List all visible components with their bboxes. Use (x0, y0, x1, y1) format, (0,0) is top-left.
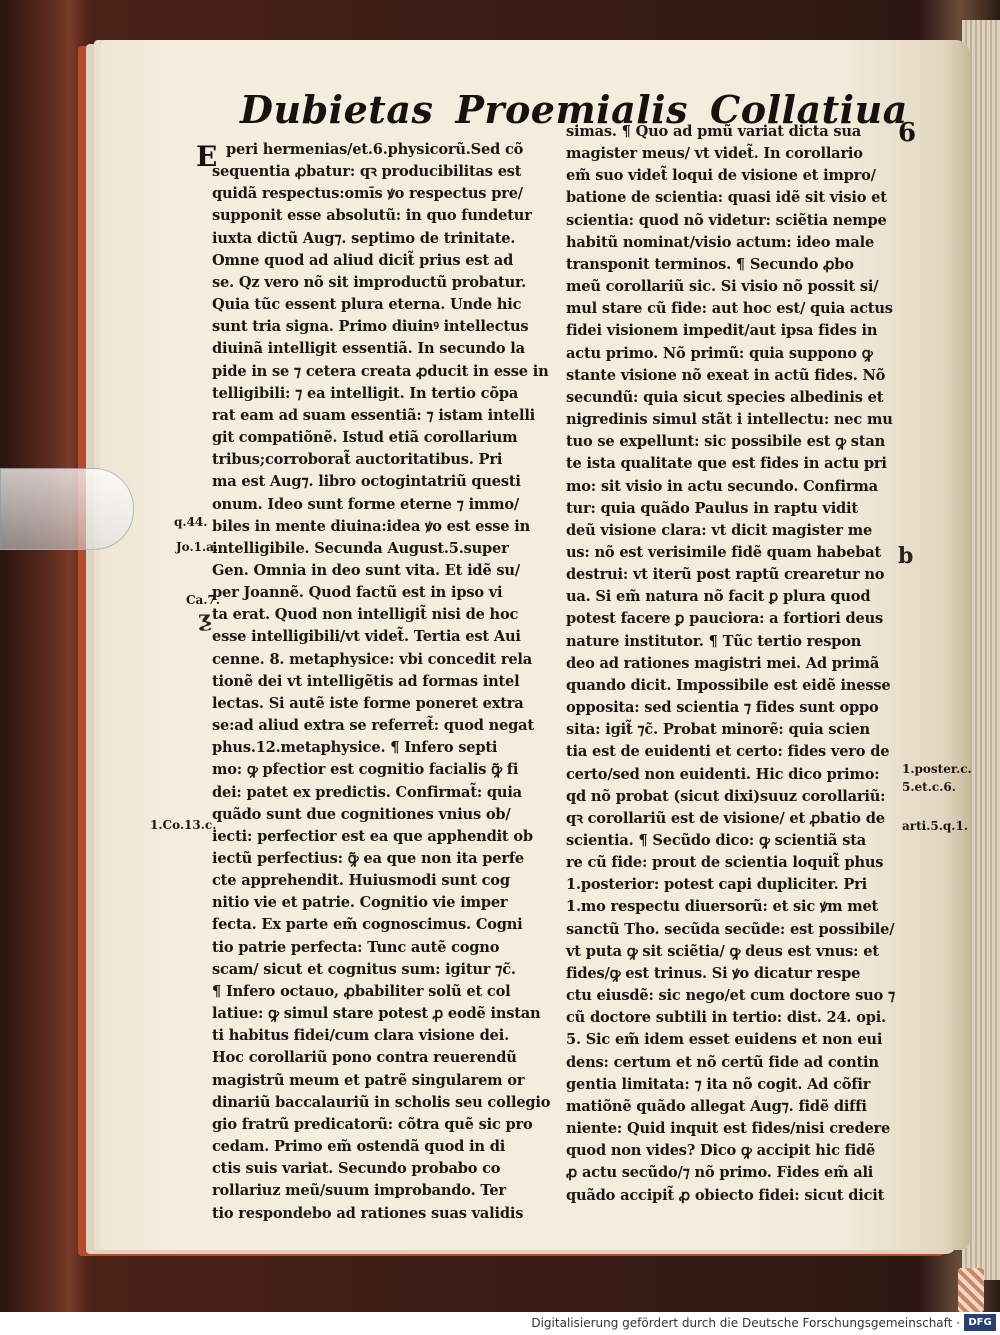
text-line: fidei visionem impedit/aut ipsa fides in (566, 322, 878, 340)
margin-note: Ca.7. (186, 593, 221, 607)
text-line: esse intelligibili/vt videt̃. Tertia est Aui (212, 628, 521, 646)
text-line: tia est de euidenti et certo: fides vero de (566, 743, 890, 761)
text-line: simas. ¶ Quo ad pmũ variat dicta sua (566, 123, 862, 140)
text-line: ctis suis variat. Secundo probabo co (212, 1160, 501, 1178)
text-line: habitũ nominat/visio actum: ideo male (566, 233, 875, 251)
text-line: quando dicit. Impossibile est eidẽ inesse (566, 676, 891, 694)
text-line: scam/ sicut et cognitus sum: igitur ⁊c̃. (212, 960, 516, 978)
text-line: cenne. 8. metaphysice: vbi concedit rela (212, 650, 533, 668)
bookmark-strip (0, 468, 134, 550)
text-line: magister meus/ vt videt̃. In corollario (566, 145, 863, 163)
text-line: scientia. ¶ Secũdo dico: ꝙ scientiã sta (566, 832, 867, 849)
text-line: supponit esse absolutũ: in quo fundetur (212, 207, 532, 225)
left-text-column (212, 139, 551, 1225)
text-line: nitio vie et patrie. Cognitio vie imper (212, 894, 508, 912)
text-line: ctu eiusdẽ: sic nego/et cum doctore suo ⁊ (566, 987, 895, 1005)
text-line: se. Qz vero nõ sit improductũ probatur. (212, 273, 527, 291)
margin-note: 5.et.c.6. (902, 780, 956, 794)
text-line: git compatiõnẽ. Istud etiã corollarium (212, 429, 518, 447)
text-line: niente: Quid inquit est fides/nisi credere (566, 1120, 891, 1138)
text-line: vt puta ꝙ sit sciẽtia/ ꝙ deus est vnus: et (566, 942, 879, 960)
text-line: tribus;corroborat̃ auctoritatibus. Pri (212, 451, 503, 469)
text-line: quãdo accipit̃ ꝓ obiecto fidei: sicut dicit (566, 1186, 885, 1204)
text-line: gentia limitata: ⁊ ita nõ cogit. Ad cõfir (566, 1075, 871, 1093)
text-line: dei: patet ex predictis. Confirmat̃: quia (212, 783, 522, 801)
text-line: pide in se ⁊ cetera creata ꝓducit in esse in (212, 362, 549, 380)
text-line: tuo se expellunt: sic possibile est ꝙ stan (566, 433, 886, 451)
text-line: fecta. Ex parte em̃ cognoscimus. Cogni (212, 916, 523, 934)
funding-credit: Digitalisierung gefördert durch die Deutsche Forschungsgemeinschaft · (531, 1316, 960, 1330)
text-line: mo: sit visio in actu secundo. Confirma (566, 477, 878, 495)
text-line: deũ visione clara: vt dicit magister me (566, 521, 873, 539)
text-line: Quia tũc essent plura eterna. Unde hic (212, 296, 522, 314)
text-line: Gen. Omnia in deo sunt vita. Et idẽ su/ (212, 561, 520, 579)
margin-mark: ƺ (198, 606, 213, 632)
text-line: destrui: vt iterũ post raptũ crearetur no (566, 566, 885, 584)
text-line: sita: igit̃ ⁊c̃. Probat minorẽ: quia scien (566, 721, 870, 739)
text-line: ua. Si em̃ natura nõ facit ꝑ plura quod (566, 588, 871, 606)
text-line: mo: ꝙ pfectior est cognitio facialis ꝙ̃ fi (212, 761, 519, 779)
text-line: phus.12.metaphysice. ¶ Infero septi (212, 739, 498, 757)
text-line: sunt tria signa. Primo diuinꝰ intellectus (212, 318, 529, 336)
text-line: Omne quod ad aliud dicit̃ prius est ad (212, 251, 514, 269)
text-line: scientia: quod nõ videtur: sciẽtia nempe (566, 211, 887, 229)
margin-note: arti.5.q.1. (902, 819, 968, 833)
text-line: lectas. Si autẽ iste forme poneret extra (212, 694, 524, 712)
text-line: dens: certum et nõ certũ fide ad contin (566, 1053, 879, 1071)
text-line: matiõnẽ quãdo allegat Aug⁊. fidẽ diffi (566, 1097, 867, 1115)
margin-mark: b (898, 543, 914, 569)
text-line: diuinã intelligit essentiã. In secundo la (212, 340, 525, 358)
text-line: te ista qualitate que est fides in actu pri (566, 455, 887, 473)
text-line: sequentia ꝓbatur: qꝛ producibilitas est (212, 163, 522, 181)
text-line: cedam. Primo em̃ ostendã quod in di (212, 1138, 506, 1156)
text-line: qd nõ probat (sicut dixi)suuz corollariũ: (566, 787, 886, 805)
text-line: tionẽ dei vt intelligẽtis ad formas intel (212, 672, 520, 690)
text-line: re cũ fide: prout de scientia loquit̃ phus (566, 854, 884, 872)
text-line: onum. Ideo sunt forme eterne ⁊ immo/ (212, 495, 520, 513)
text-line: em̃ suo videt̃ loqui de visione et impro/ (566, 167, 876, 185)
text-line: tur: quia quãdo Paulus in raptu vidit (566, 499, 858, 517)
text-line: nature institutor. ¶ Tũc tertio respon (566, 632, 862, 650)
text-line: rollariuz meũ/suum improbando. Ter (212, 1182, 506, 1200)
text-line: latiue: ꝙ simul stare potest ꝓ eodẽ instan (212, 1005, 541, 1023)
text-line: cte apprehendit. Huiusmodi sunt cog (212, 872, 510, 890)
text-line: quod non vides? Dico ꝙ accipit hic fidẽ (566, 1142, 876, 1160)
text-line: iecti: perfectior est ea que apphendit ob (212, 827, 533, 845)
text-line: 1.mo respectu diuersorũ: et sic ꝟm met (566, 898, 879, 916)
header-word-3: Collatiua (710, 86, 908, 132)
text-line: iectũ perfectius: ꝙ̃ ea que non ita perfe (212, 850, 524, 867)
text-line: sanctũ Tho. secũda secũde: est possibile/ (566, 920, 895, 938)
margin-note: 1.Co.13.c. (150, 818, 217, 832)
text-line: iuxta dictũ Aug⁊. septimo de trinitate. (212, 229, 516, 247)
text-line: mul stare cũ fide: aut hoc est/ quia actus (566, 300, 893, 318)
text-line: stante visione nõ exeat in actũ fides. Nõ (566, 366, 886, 384)
text-line: opposita: sed scientia ⁊ fides sunt oppo (566, 699, 879, 717)
dfg-logo: DFG (964, 1314, 996, 1331)
text-line: ti habitus fidei/cum clara visione dei. (212, 1027, 509, 1045)
text-line: ¶ Infero octauo, ꝓbabiliter solũ et col (212, 982, 511, 1000)
text-line: biles in mente diuina:idea ꝟo est esse in (212, 517, 530, 535)
footer-bar (0, 1312, 1000, 1335)
text-line: qꝛ corollariũ est de visione/ et ꝓbatio de (566, 809, 885, 827)
text-line: ꝓ actu secũdo/⁊ nõ primo. Fides em̃ ali (566, 1164, 874, 1182)
text-line: tio patrie perfecta: Tunc autẽ cogno (212, 938, 500, 956)
text-line: secundũ: quia sicut species albedinis et (566, 388, 884, 406)
initial-letter: E (196, 140, 218, 173)
header-word-2: Proemialis (455, 86, 688, 132)
text-line: potest facere ꝑ pauciora: a fortiori deus (566, 610, 884, 628)
text-line: Hoc corollariũ pono contra reuerendũ (212, 1049, 517, 1067)
text-line: 1.posterior: potest capi dupliciter. Pri (566, 876, 867, 894)
text-line: telligibili: ⁊ ea intelligit. In tertio cõpa (212, 384, 519, 402)
text-line: deo ad rationes magistri mei. Ad primã (566, 654, 880, 672)
text-line: rat eam ad suam essentiã: ⁊ istam intelli (212, 406, 536, 424)
text-line: us: nõ est verisimile fidẽ quam habebat (566, 543, 882, 561)
text-line: ma est Aug⁊. libro octogintatriũ questi (212, 473, 521, 491)
margin-note: q.44. (174, 515, 208, 529)
text-line: magistrũ meum et patrẽ singularem or (212, 1071, 525, 1089)
text-line: quidã respectus:omīs ꝟo respectus pre/ (212, 185, 523, 203)
text-line: fides/ꝙ est trinus. Si ꝟo dicatur respe (566, 964, 861, 982)
right-text-column (566, 121, 895, 1207)
text-line: quãdo sunt due cognitiones vnius ob/ (212, 805, 511, 823)
margin-note: 1.poster.c. (902, 762, 972, 776)
text-line: cũ doctore subtili in tertio: dist. 24. opi. (566, 1009, 886, 1027)
text-line: batione de scientia: quasi idẽ sit visio et (566, 189, 887, 207)
text-line: certo/sed non euidenti. Hic dico primo: (566, 765, 880, 783)
header-word-1: Dubietas (240, 86, 434, 132)
ribbon-marker (958, 1268, 984, 1312)
margin-note: Jo.1.a. (176, 540, 219, 554)
text-line: meũ corollariũ sic. Si visio nõ possit si/ (566, 278, 879, 296)
text-line: 5. Sic em̃ idem esset euidens et non eui (566, 1031, 883, 1049)
text-line: ta erat. Quod non intelligit̃ nisi de hoc (212, 606, 519, 624)
folio-number: 6 (898, 118, 917, 148)
text-line: per Joannẽ. Quod factũ est in ipso vi (212, 584, 503, 602)
text-line: peri hermenias/et.6.physicorũ.Sed cõ (226, 141, 524, 158)
text-line: gio fratrũ predicatorũ: cõtra quẽ sic pro (212, 1115, 533, 1133)
text-line: transponit terminos. ¶ Secundo ꝓbo (566, 255, 854, 273)
text-line: se:ad aliud extra se referret̃: quod negat (212, 717, 534, 735)
text-line: nigredinis simul stãt i intellectu: nec mu (566, 411, 893, 429)
text-line: actu primo. Nõ primũ: quia suppono ꝙ (566, 344, 873, 362)
text-line: intelligibile. Secunda August.5.super (212, 539, 509, 557)
text-line: tio respondebo ad rationes suas validis (212, 1204, 524, 1222)
text-line: dinariũ baccalauriũ in scholis seu collegio (212, 1093, 551, 1111)
